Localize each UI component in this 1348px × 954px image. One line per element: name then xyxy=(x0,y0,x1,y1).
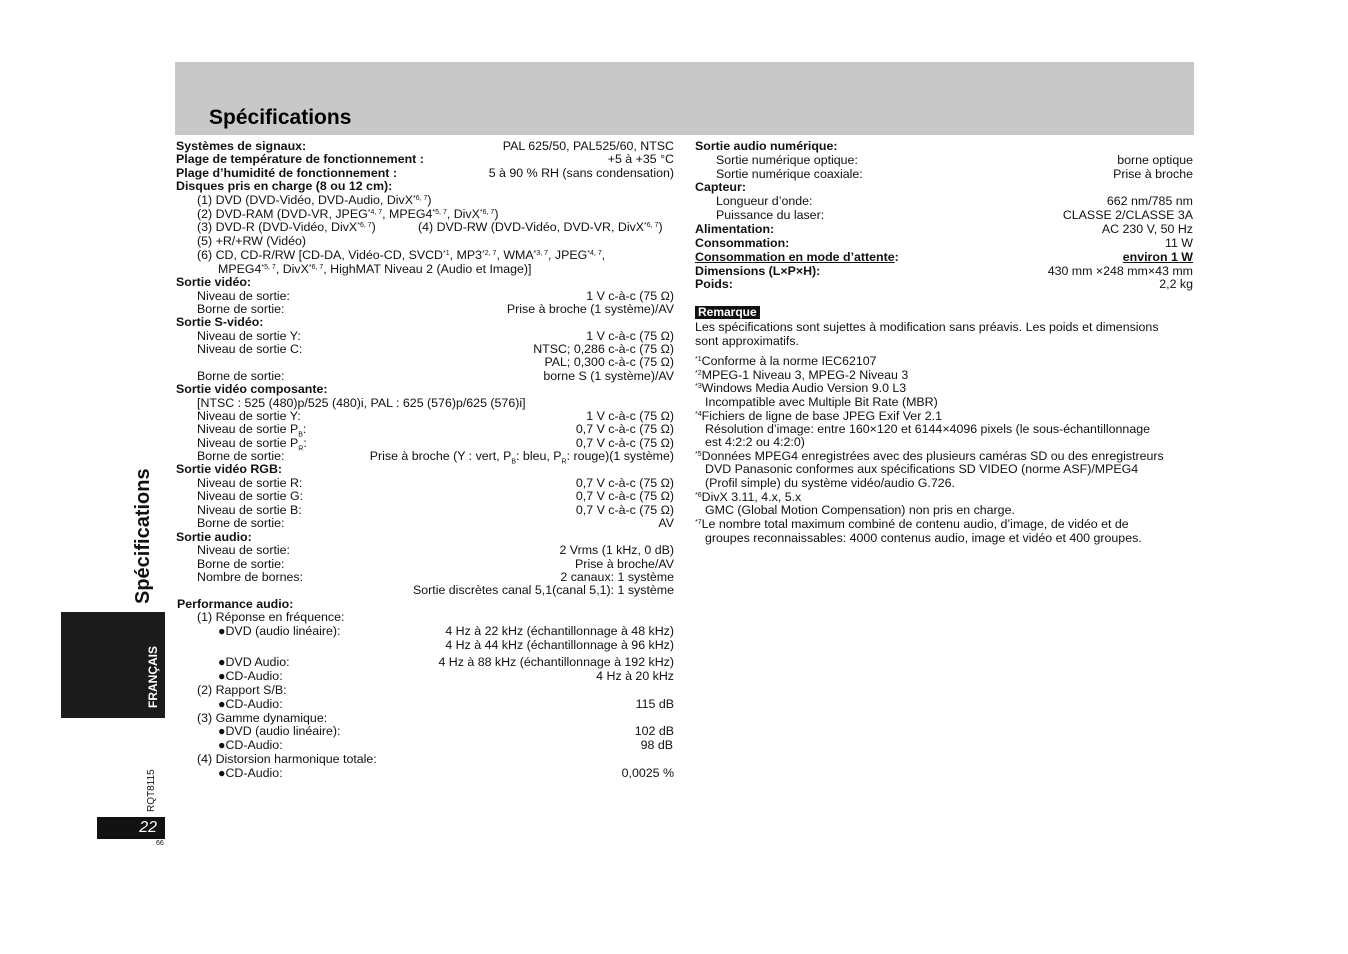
spec-label: Puissance du laser: xyxy=(716,208,825,222)
section-heading: Sortie audio numérique: xyxy=(695,139,838,153)
spec-value: 0,7 V c-à-c (75 Ω) xyxy=(575,476,674,490)
note-text: sont approximatifs. xyxy=(695,334,799,348)
page-number: 22 xyxy=(139,819,157,836)
spec-label: Systèmes de signaux: xyxy=(176,139,307,153)
disc-item: (1) DVD (DVD-Vidéo, DVD-Audio, DivX$^{*6, 7}$) xyxy=(197,193,432,207)
footnote: $^{*3}$Windows Media Audio Version 9.0 L3 xyxy=(695,381,907,395)
spec-label: Niveau de sortie G: xyxy=(197,489,304,503)
spec-value: 2,2 kg xyxy=(1159,277,1193,291)
spec-label: ●CD-Audio: xyxy=(218,697,283,711)
side-title: Spécifications xyxy=(132,468,154,604)
spec-label: Borne de sortie: xyxy=(197,516,285,530)
spec-value: 0,0025 % xyxy=(621,766,674,780)
spec-label: Poids: xyxy=(695,277,733,291)
footnote: GMC (Global Motion Compensation) non pris en charge. xyxy=(705,503,1015,517)
spec-label: (3) Gamme dynamique: xyxy=(197,711,328,725)
spec-value: 430 mm ×248 mm×43 mm xyxy=(1047,264,1193,278)
section-heading: Sortie vidéo: xyxy=(176,275,252,289)
spec-value: 98 dB xyxy=(640,738,673,752)
spec-label: ●DVD (audio linéaire): xyxy=(218,724,341,738)
section-heading: Sortie vidéo RGB: xyxy=(176,462,283,476)
spec-value: 662 nm/785 nm xyxy=(1106,194,1193,208)
spec-label: (1) Réponse en fréquence: xyxy=(197,610,345,624)
spec-value: borne S (1 système)/AV xyxy=(543,369,674,383)
spec-value: CLASSE 2/CLASSE 3A xyxy=(1062,208,1193,222)
spec-value: 5 à 90 % RH (sans condensation) xyxy=(488,166,674,180)
footnote: $^{*6}$DivX 3.11, 4.x, 5.x xyxy=(695,490,802,504)
disc-item: (4) DVD-RW (DVD-Vidéo, DVD-VR, DivX$^{*6, 7}$) xyxy=(418,220,663,234)
page-title: Spécifications xyxy=(209,106,352,129)
spec-label: Niveau de sortie $P_B$: xyxy=(197,422,307,439)
spec-label: ●DVD Audio: xyxy=(218,655,290,669)
spec-value: 1 V c-à-c (75 Ω) xyxy=(586,409,674,423)
small-page-number: 66 xyxy=(156,840,164,847)
footnote: $^{*7}$Le nombre total maximum combiné de contenu audio, d’image, de vidéo et de xyxy=(695,517,1129,531)
section-heading: Sortie vidéo composante: xyxy=(176,382,328,396)
footnote: Incompatible avec Multiple Bit Rate (MBR) xyxy=(705,395,938,409)
footnote: $^{*5}$Données MPEG4 enregistrées avec des plusieurs caméras SD ou des enregistreurs xyxy=(695,449,1164,463)
disc-item: (3) DVD-R (DVD-Vidéo, DivX$^{*6, 7}$) xyxy=(197,220,376,234)
spec-value: 4 Hz à 22 kHz (échantillonnage à 48 kHz) xyxy=(445,624,674,638)
spec-label: Nombre de bornes: xyxy=(197,570,304,584)
footnote: Résolution d’image: entre 160×120 et 6144×4096 pixels (le sous-échantillonnage xyxy=(705,422,1150,436)
spec-label: Plage d’humidité de fonctionnement : xyxy=(176,166,397,180)
spec-value: Prise à broche xyxy=(1113,167,1193,181)
spec-value: Prise à broche/AV xyxy=(575,557,674,571)
spec-label: Niveau de sortie R: xyxy=(197,476,303,490)
language-label: FRANÇAIS xyxy=(146,646,160,708)
section-heading: Performance audio: xyxy=(177,597,294,611)
section-heading: Capteur: xyxy=(695,180,746,194)
spec-value: +5 à +35 °C xyxy=(607,152,674,166)
spec-label: Niveau de sortie Y: xyxy=(197,409,301,423)
spec-label: Plage de température de fonctionnement : xyxy=(176,152,424,166)
footnote: groupes reconnaissables: 4000 contenus audio, image et vidéo et 400 groupes. xyxy=(705,531,1142,545)
spec-value: 1 V c-à-c (75 Ω) xyxy=(586,329,674,343)
footnote: $^{*4}$Fichiers de ligne de base JPEG Exif Ver 2.1 xyxy=(695,409,942,423)
spec-value: 2 canaux: 1 système xyxy=(560,570,674,584)
model-code: RQT8115 xyxy=(146,769,157,812)
spec-value: Sortie discrètes canal 5,1(canal 5,1): 1 système xyxy=(412,583,674,597)
spec-value: environ 1 W xyxy=(1122,250,1193,264)
header-band xyxy=(175,62,1194,135)
footnote: $^{*1}$Conforme à la norme IEC62107 xyxy=(695,354,877,368)
spec-value: 0,7 V c-à-c (75 Ω) xyxy=(575,503,674,517)
section-heading: Sortie S-vidéo: xyxy=(176,315,264,329)
spec-label: ●CD-Audio: xyxy=(218,669,283,683)
spec-label: Longueur d’onde: xyxy=(716,194,813,208)
spec-label: Consommation: xyxy=(695,236,790,250)
spec-value: AV xyxy=(658,516,674,530)
section-heading: Sortie audio: xyxy=(176,530,252,544)
spec-value: 115 dB xyxy=(635,697,674,711)
footnote: DVD Panasonic conformes aux spécifications SD VIDEO (norme ASF)/MPEG4 xyxy=(705,462,1139,476)
spec-value: 4 Hz à 20 kHz xyxy=(596,669,674,683)
spec-value: 11 W xyxy=(1165,236,1193,250)
disc-item: (5) +R/+RW (Vidéo) xyxy=(197,234,307,248)
disc-item: (6) CD, CD-R/RW [CD-DA, Vidéo-CD, SVCD$^{*1}$, MP3$^{*2, 7}$, WMA$^{*3, 7}$, JPEG$^{*4, 7}$, xyxy=(197,248,606,262)
spec-label: Sortie numérique optique: xyxy=(716,153,858,167)
spec-label: Borne de sortie: xyxy=(197,302,285,316)
spec-value: 4 Hz à 88 kHz (échantillonnage à 192 kHz) xyxy=(438,655,674,669)
spec-label: Niveau de sortie: xyxy=(197,543,290,557)
spec-label: ●CD-Audio: xyxy=(218,766,283,780)
spec-value: AC 230 V, 50 Hz xyxy=(1101,222,1193,236)
right-column xyxy=(695,139,1193,299)
note-label: Remarque xyxy=(695,306,760,319)
spec-value: PAL; 0,300 c-à-c (75 Ω) xyxy=(544,355,674,369)
spec-label: (2) Rapport S/B: xyxy=(197,683,287,697)
spec-value: NTSC; 0,286 c-à-c (75 Ω) xyxy=(533,342,674,356)
spec-label: Borne de sortie: xyxy=(197,449,285,463)
spec-label: ●CD-Audio: xyxy=(218,738,283,752)
section-heading: Disques pris en charge (8 ou 12 cm): xyxy=(176,179,393,193)
spec-label: ●DVD (audio linéaire): xyxy=(218,624,341,638)
footnote: est 4:2:2 ou 4:2:0) xyxy=(705,435,805,449)
spec-label: Borne de sortie: xyxy=(197,557,285,571)
spec-label: Niveau de sortie: xyxy=(197,289,290,303)
note-text: Les spécifications sont sujettes à modification sans préavis. Les poids et dimensions xyxy=(695,320,1159,334)
spec-value: 102 dB xyxy=(634,724,674,738)
spec-label: Niveau de sortie B: xyxy=(197,503,302,517)
spec-label: [NTSC : 525 (480)p/525 (480)i, PAL : 625 (576)p/625 (576)i] xyxy=(197,396,526,410)
spec-value: borne optique xyxy=(1117,153,1193,167)
spec-value: 0,7 V c-à-c (75 Ω) xyxy=(575,489,674,503)
spec-value: 4 Hz à 44 kHz (échantillonnage à 96 kHz) xyxy=(445,638,674,652)
spec-label: (4) Distorsion harmonique totale: xyxy=(197,752,377,766)
spec-label: Niveau de sortie $P_R$: xyxy=(197,436,307,453)
spec-value: Prise à broche (Y : vert, $P_B$: bleu, $P_R$: rouge)(1 système) xyxy=(369,449,674,466)
spec-label: Consommation en mode d’attente: xyxy=(695,250,899,264)
spec-label: Niveau de sortie Y: xyxy=(197,329,301,343)
disc-item: MPEG4$^{*5, 7}$, DivX$^{*6, 7}$, HighMAT Niveau 2 (Audio et Image)] xyxy=(218,262,532,276)
page-number-box xyxy=(97,817,165,839)
footnote: (Profil simple) du système vidéo/audio G.726. xyxy=(705,476,955,490)
spec-value: 0,7 V c-à-c (75 Ω) xyxy=(575,422,674,436)
spec-value: PAL 625/50, PAL525/60, NTSC xyxy=(502,139,674,153)
spec-label: Dimensions (L×P×H): xyxy=(695,264,821,278)
spec-label: Alimentation: xyxy=(695,222,775,236)
spec-value: 2 Vrms (1 kHz, 0 dB) xyxy=(559,543,674,557)
spec-value: 1 V c-à-c (75 Ω) xyxy=(586,289,674,303)
footnote: $^{*2}$MPEG-1 Niveau 3, MPEG-2 Niveau 3 xyxy=(695,368,909,382)
spec-label: Sortie numérique coaxiale: xyxy=(716,167,863,181)
language-tab xyxy=(61,612,165,718)
disc-item: (2) DVD-RAM (DVD-VR, JPEG$^{*4, 7}$, MPEG4$^{*5, 7}$, DivX$^{*6, 7}$) xyxy=(197,207,499,221)
spec-value: Prise à broche (1 système)/AV xyxy=(506,302,674,316)
left-column xyxy=(176,139,674,789)
spec-label: Borne de sortie: xyxy=(197,369,285,383)
spec-value: 0,7 V c-à-c (75 Ω) xyxy=(575,436,674,450)
spec-label: Niveau de sortie C: xyxy=(197,342,303,356)
